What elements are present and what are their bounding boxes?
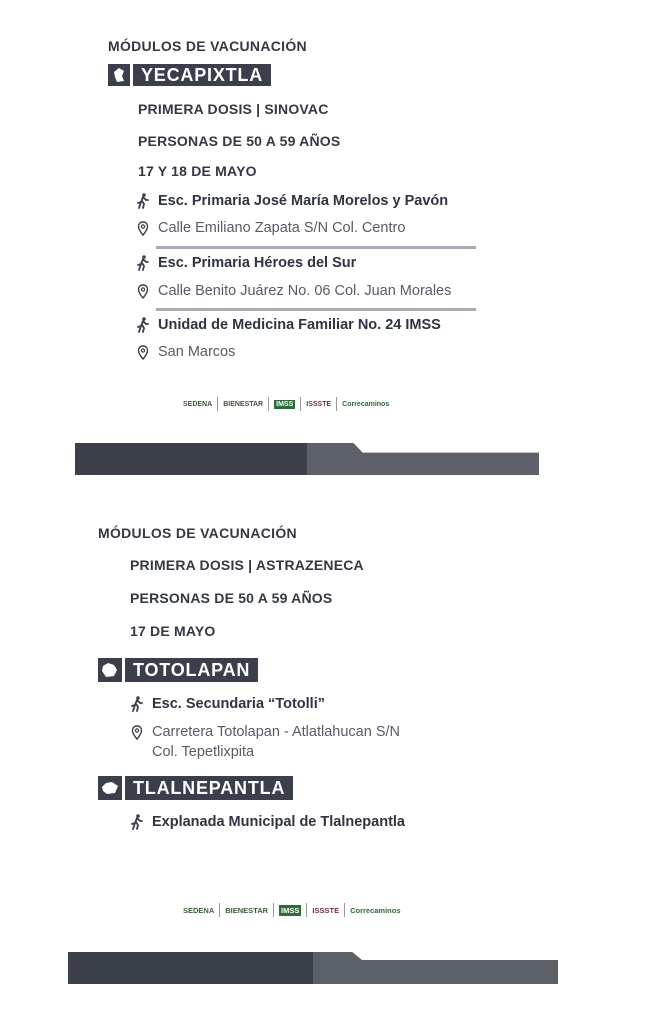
address-item — [134, 220, 405, 236]
walking-person-icon — [134, 255, 152, 271]
municipality-map-icon — [98, 658, 122, 682]
age-info: PERSONAS DE 50 A 59 AÑOS — [130, 590, 333, 606]
location-pin-icon — [134, 221, 152, 236]
address-item — [134, 344, 235, 360]
site-address-line2: Col. Tepetlixpita — [152, 744, 255, 760]
municipality-name: TOTOLAPAN — [125, 658, 258, 682]
site-name: Explanada Municipal de Tlalnepantla — [152, 814, 405, 830]
site-address: Calle Benito Juárez No. 06 Col. Juan Morales — [158, 283, 452, 299]
issste-logo: ISSSTE — [306, 400, 332, 408]
separator — [156, 308, 476, 311]
sedena-logo: SEDENA — [183, 400, 213, 408]
site-item — [134, 193, 448, 209]
bienestar-logo: BIENESTAR — [225, 905, 269, 915]
age-info: PERSONAS DE 50 A 59 AÑOS — [138, 133, 341, 149]
section1-header: MÓDULOS DE VACUNACIÓN — [108, 38, 307, 54]
walking-person-icon — [128, 814, 146, 830]
section2-header: MÓDULOS DE VACUNACIÓN — [98, 525, 297, 541]
address-item — [128, 724, 400, 740]
location-pin-icon — [128, 725, 146, 740]
site-name: Esc. Secundaria “Totolli” — [152, 696, 325, 712]
municipality-name: TLALNEPANTLA — [125, 776, 293, 800]
site-item — [128, 814, 405, 830]
sedena-logo: SEDENA — [183, 905, 215, 915]
municipality-totolapan — [98, 658, 258, 682]
site-address: Carretera Totolapan - Atlatlahucan S/N — [152, 724, 400, 740]
site-item — [134, 255, 356, 271]
site-address: Calle Emiliano Zapata S/N Col. Centro — [158, 220, 406, 236]
dose-info: PRIMERA DOSIS | SINOVAC — [138, 101, 329, 117]
site-item — [128, 696, 325, 712]
walking-person-icon — [134, 193, 152, 209]
separator — [156, 246, 476, 249]
municipality-tlalnepantla — [98, 776, 293, 800]
site-address: San Marcos — [158, 344, 236, 360]
footer-band — [75, 443, 539, 475]
location-pin-icon — [134, 284, 152, 299]
brigadas-logo: Correcaminos — [342, 400, 390, 408]
municipality-yecapixtla — [108, 64, 271, 86]
issste-logo: ISSSTE — [312, 905, 340, 915]
imss-logo: IMSS — [281, 905, 300, 915]
site-name: Esc. Primaria Héroes del Sur — [158, 255, 357, 271]
partner-logos — [183, 903, 401, 917]
bienestar-logo: BIENESTAR — [223, 400, 264, 408]
date-info: 17 DE MAYO — [130, 623, 216, 639]
date-info: 17 Y 18 DE MAYO — [138, 163, 257, 179]
footer-band — [68, 952, 558, 984]
imss-logo: IMSS — [276, 400, 294, 408]
site-item — [134, 317, 441, 333]
address-item — [134, 283, 451, 299]
walking-person-icon — [134, 317, 152, 333]
partner-logos — [183, 397, 389, 411]
site-name: Unidad de Medicina Familiar No. 24 IMSS — [158, 317, 441, 333]
walking-person-icon — [128, 696, 146, 712]
municipality-map-icon — [108, 64, 130, 86]
brigadas-logo: Correcaminos — [350, 905, 401, 915]
dose-info: PRIMERA DOSIS | ASTRAZENECA — [130, 557, 364, 573]
site-name: Esc. Primaria José María Morelos y Pavón — [158, 193, 449, 209]
location-pin-icon — [134, 345, 152, 360]
municipality-map-icon — [98, 776, 122, 800]
municipality-name: YECAPIXTLA — [133, 64, 271, 86]
